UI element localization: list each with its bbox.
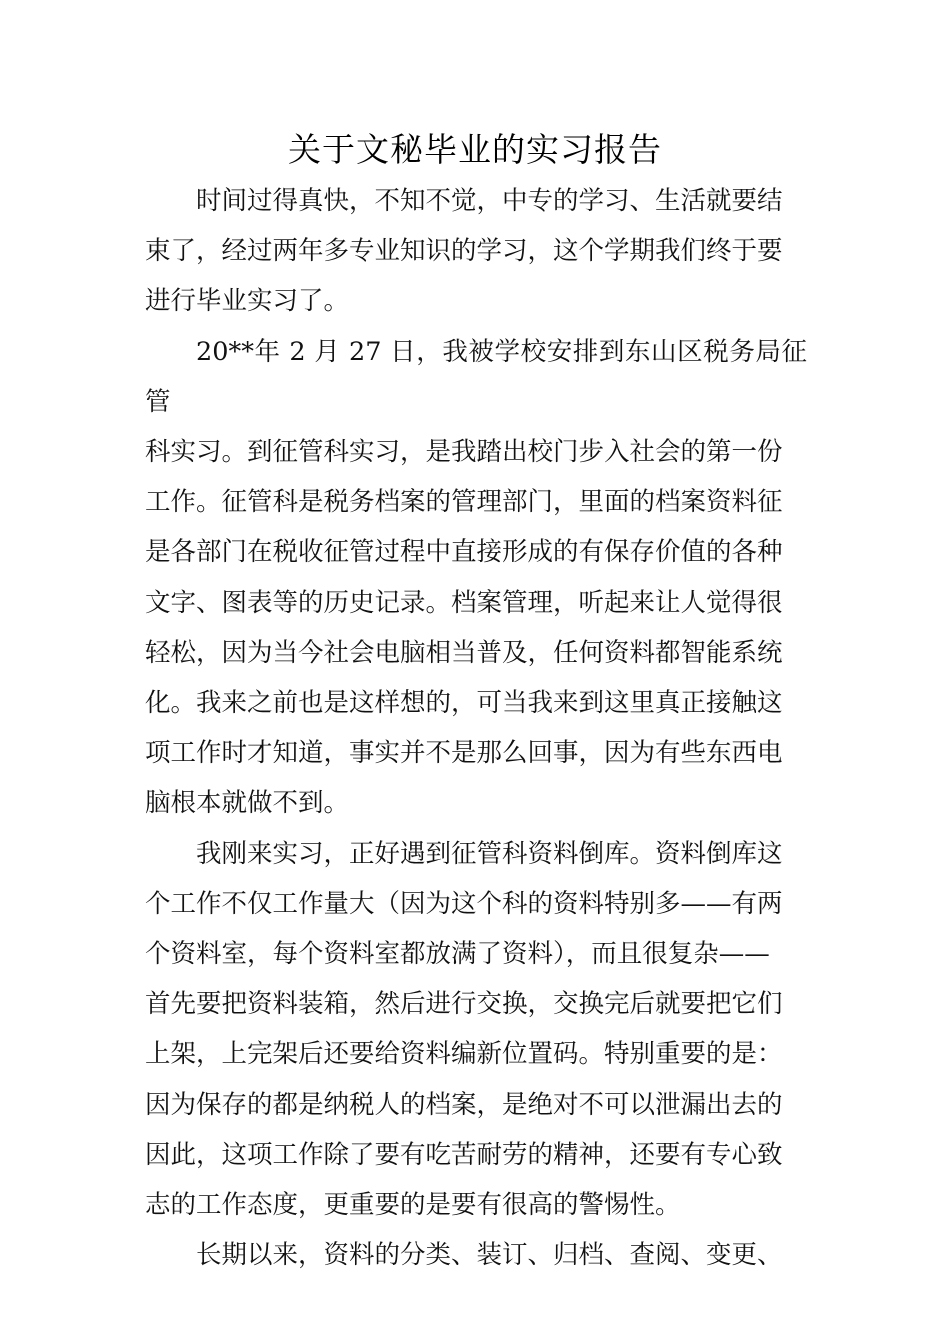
text-line: 轻松，因为当今社会电脑相当普及，任何资料都智能系统 [145, 637, 783, 668]
document-body [145, 176, 807, 1280]
text-line: 进行毕业实习了。 [145, 286, 350, 317]
text-line: 个资料室，每个资料室都放满了资料），而且很复杂—— [145, 939, 770, 970]
paragraph-4 [145, 1230, 807, 1280]
text-line: 因为保存的都是纳税人的档案，是绝对不可以泄漏出去的 [145, 1089, 783, 1120]
document-title: 关于文秘毕业的实习报告 [288, 130, 662, 169]
text-line: 个工作不仅工作量大（因为这个科的资料特别多——有两 [145, 888, 783, 919]
text-line: 工作。征管科是税务档案的管理部门，里面的档案资料征 [145, 487, 783, 518]
text-line: 脑根本就做不到。 [145, 788, 350, 819]
text-line: 时间过得真快，不知不觉，中专的学习、生活就要结 [196, 186, 783, 216]
text-line: 化。我来之前也是这样想的，可当我来到这里真正接触这 [145, 688, 783, 719]
text-line: 文字、图表等的历史记录。档案管理，听起来让人觉得很 [145, 587, 783, 618]
text-line: 是各部门在税收征管过程中直接形成的有保存价值的各种 [145, 537, 783, 568]
text-line: 志的工作态度，更重要的是要有很高的警惕性。 [145, 1190, 681, 1221]
paragraph-2 [145, 327, 807, 829]
text-line: 首先要把资料装箱，然后进行交换，交换完后就要把它们 [145, 989, 783, 1020]
text-line: 长期以来，资料的分类、装订、归档、查阅、变更、 [196, 1240, 783, 1271]
text-line: 我刚来实习，正好遇到征管科资料倒库。资料倒库这 [196, 838, 783, 869]
text-line: 上架，上完架后还要给资料编新位置码。特别重要的是： [145, 1039, 783, 1070]
paragraph-3 [145, 829, 807, 1231]
text-line: 束了，经过两年多专业知识的学习，这个学期我们终于要 [145, 236, 783, 267]
text-line: 因此，这项工作除了要有吃苦耐劳的精神，还要有专心致 [145, 1139, 783, 1170]
paragraph-1 [145, 176, 807, 327]
text-line: 项工作时才知道，事实并不是那么回事，因为有些东西电 [145, 738, 783, 769]
text-line: 科实习。到征管科实习，是我踏出校门步入社会的第一份 [145, 437, 783, 468]
text-line: 20**年 2 月 27 日，我被学校安排到东山区税务局征管 [145, 336, 807, 417]
